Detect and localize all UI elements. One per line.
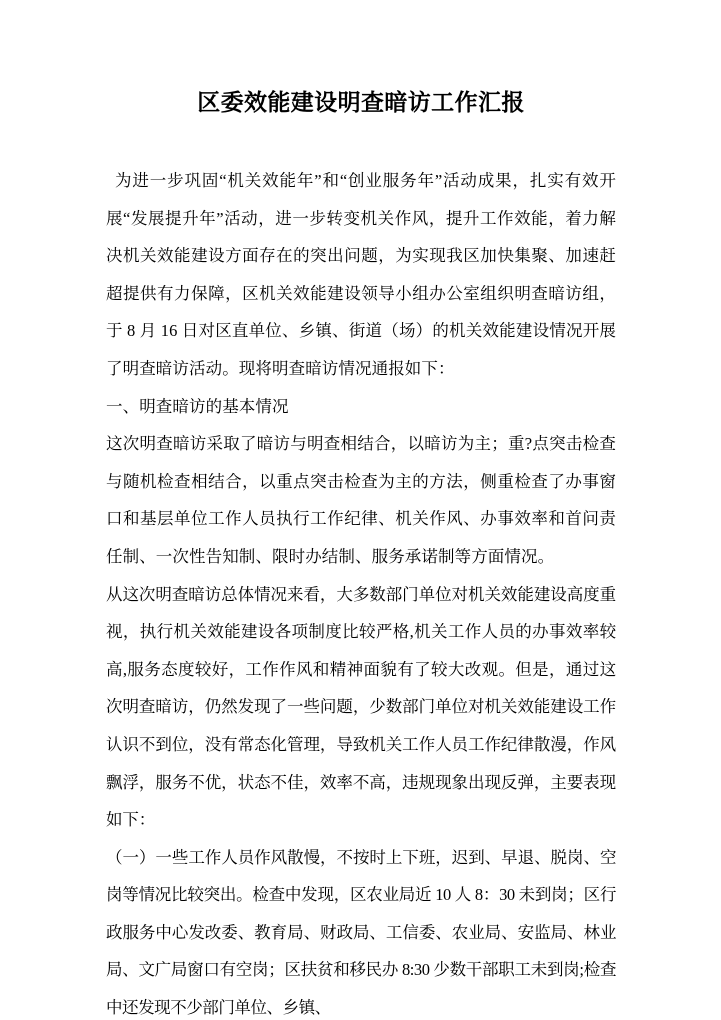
paragraph-intro: 为进一步巩固“机关效能年”和“创业服务年”活动成果，扎实有效开展“发展提升年”活动，进一步转变机关作风，提升工作效能，着力解决机关效能建设方面存在的突出问题，为实现我区加快集聚、加速赶超提供有力保障，区机关效能建设领导小组办公室组织明查暗访组，于 8 月 16 日对区直单位、乡镇、街道（场）的机关效能建设情况开展了明查暗访活动。现将明查暗访情况通报如下： — [106, 171, 616, 378]
page-title: 区委效能建设明查暗访工作汇报 — [197, 90, 525, 115]
document-body — [106, 0, 616, 1020]
section-heading-1: 一、明查暗访的基本情况 — [106, 396, 289, 416]
paragraph-overall-findings: 从这次明查暗访总体情况来看，大多数部门单位对机关效能建设高度重视，执行机关效能建设各项制度比较严格,机关工作人员的办事效率较高,服务态度较好，工作作风和精神面貌有了较大改观。但是，通过这次明查暗访，仍然发现了一些问题，少数部门单位对机关效能建设工作认识不到位，没有常态化管理，导致机关工作人员工作纪律散漫，作风飘浮，服务不优，状态不佳，效率不高，违规现象出现反弹，主要表现如下： — [106, 584, 616, 830]
paragraph-item-1: （一）一些工作人员作风散慢，不按时上下班，迟到、早退、脱岗、空岗等情况比较突出。检查中发现，区农业局近 10 人 8：30 未到岗；区行政服务中心发改委、教育局、财政局、工信委、农业局、安监局、林业局、文广局窗口有空岗；区扶贫和移民办 8:30 少数干部职工未到岗;检查中还发现不少部门单位、乡镇、 — [106, 847, 616, 1018]
paragraph-method: 这次明查暗访采取了暗访与明查相结合，以暗访为主；重?点突击检查与随机检查相结合，以重点突击检查为主的方法，侧重检查了办事窗口和基层单位工作人员执行工作纪律、机关作风、办事效率和首问责任制、一次性告知制、限时办结制、服务承诺制等方面情况。 — [106, 434, 616, 566]
